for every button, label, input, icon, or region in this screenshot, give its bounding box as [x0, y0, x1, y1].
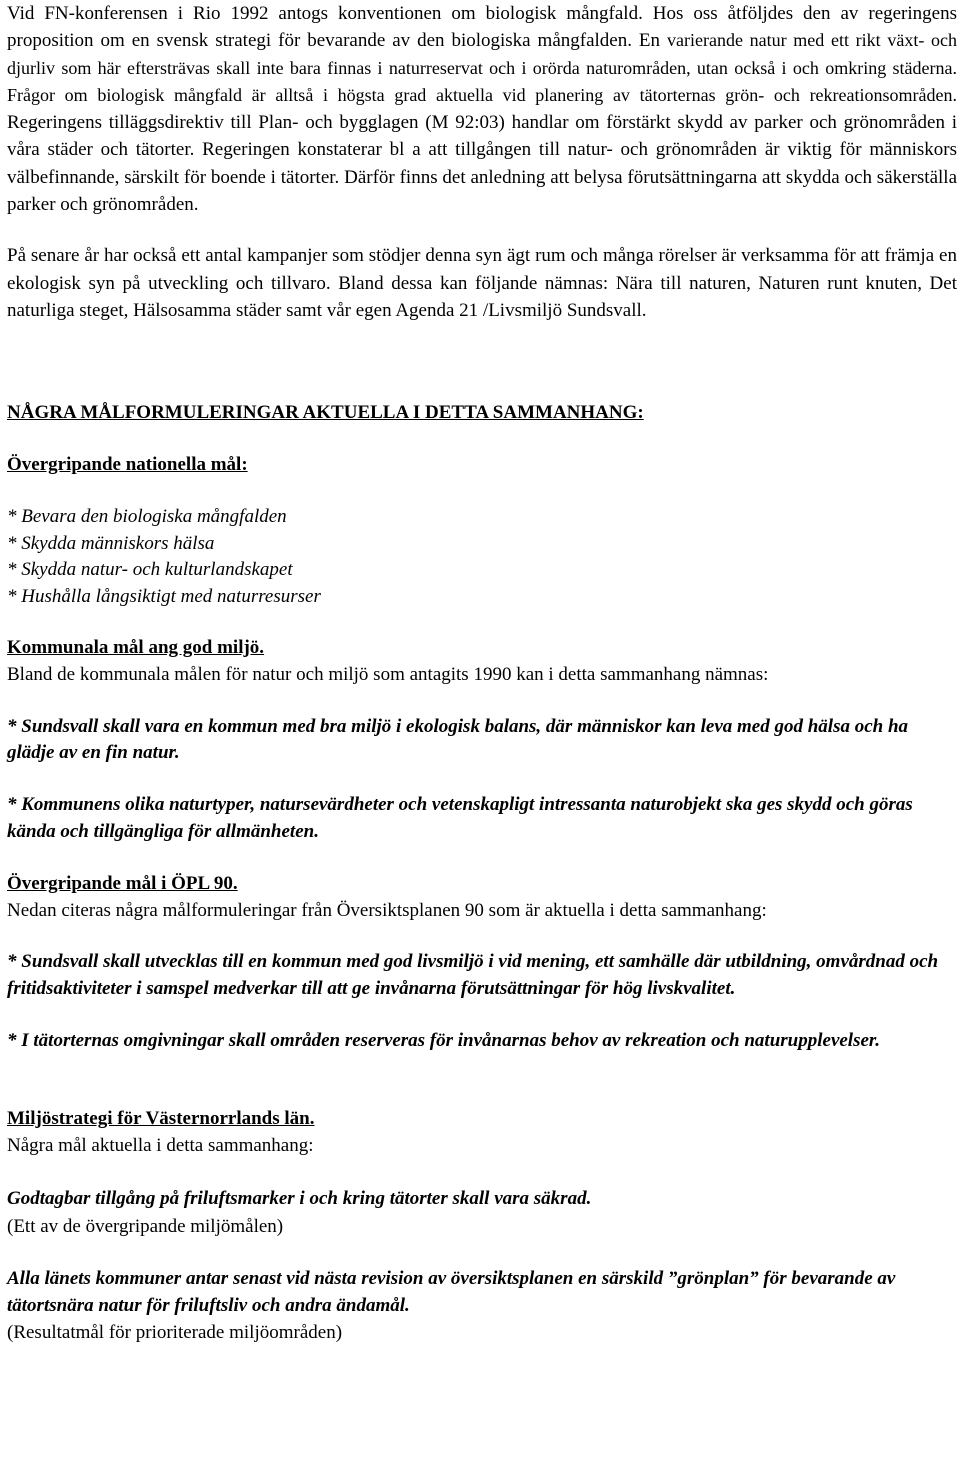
campaign-paragraph: På senare år har också ett antal kampanjer som stödjer denna syn ägt rum och många rörelser är verksamma för att främja en ekologisk syn på utveckling och tillvaro. Bland dessa kan följande nämnas: Nära till naturen, Naturen runt knuten, Det naturliga steget, Hälsosamma städer samt vår egen Agenda 21 /Livsmiljö Sundsvall. — [7, 245, 957, 321]
main-heading: NÅGRA MÅLFORMULERINGAR AKTUELLA I DETTA SAMMANHANG: — [7, 402, 644, 424]
national-goals-list — [7, 504, 957, 610]
municipal-goal-2: * Kommunens olika naturtyper, natursevärdheter och vetenskapligt intressanta naturobjekt ska ges skydd och göras kända och tillgängliga för allmänheten. — [7, 794, 913, 842]
intro-sentence-3: Regeringens tilläggsdirektiv till Plan- och bygglagen (M 92:03) handlar om förstärkt skydd av parker och grönområden i våra städer och tätorter. Regeringen konstaterar bl a att tillgången till natur- och grönområden är viktig för människors välbefinnande, särskilt för boende i tätorter. Därför finns det anledning att belysa förutsättningarna att skydda och säkerställa parker och grönområden. — [7, 112, 957, 216]
strategy-intro: Några mål aktuella i detta sammanhang: — [7, 1135, 314, 1157]
document-page — [7, 0, 957, 1347]
intro-sentence-1: Vid FN-konferensen i Rio 1992 antogs konventionen om biologisk mångfald. Hos oss åtföljdes den av regeringens proposition om en svensk strategi för bevarande av den biologiska mångfalden. En — [7, 3, 957, 52]
strategy-goal-1-note: (Ett av de övergripande miljömålen) — [7, 1215, 284, 1237]
opl-goal-1: * Sundsvall skall utvecklas till en kommun med god livsmiljö i vid mening, ett samhälle där utbildning, omvårdnad och fritidsaktiviteter i samspel medverkar till att ge invånarna förutsättningar för hög livskvalitet. — [7, 951, 939, 999]
strategy-heading: Miljöstrategi för Västernorrlands län. — [7, 1108, 315, 1130]
list-item: * Skydda människors hälsa — [7, 532, 215, 554]
opl-goals-heading: Övergripande mål i ÖPL 90. — [7, 872, 238, 894]
municipal-goal-1: * Sundsvall skall vara en kommun med bra miljö i ekologisk balans, där människor kan leva med god hälsa och ha glädje av en fin natur. — [7, 715, 909, 764]
opl-goals-intro: Nedan citeras några målformuleringar från Översiktsplanen 90 som är aktuella i detta sammanhang: — [7, 899, 767, 921]
intro-sentence-2: varierande natur med ett rikt växt- och djurliv som här eftersträvas skall inte bara finnas i naturreservat och i orörda naturområden, utan också i och omkring städerna. Frågor om biologisk mångfald är alltså i högsta grad aktuella vid planering av tätorternas grön- och rekreationsområden. — [7, 30, 958, 105]
intro-paragraph — [7, 0, 957, 218]
municipal-goals-intro: Bland de kommunala målen för natur och miljö som antagits 1990 kan i detta sammanhang nämnas: — [7, 664, 769, 686]
strategy-goal-2-note: (Resultatmål för prioriterade miljöområden) — [7, 1322, 343, 1344]
strategy-goal-1: Godtagbar tillgång på friluftsmarker i och kring tätorter skall vara säkrad. — [7, 1187, 592, 1209]
opl-goal-2: * I tätorternas omgivningar skall områden reserveras för invånarnas behov av rekreation och naturupplevelser. — [7, 1029, 881, 1051]
municipal-goals-heading: Kommunala mål ang god miljö. — [7, 637, 265, 659]
list-item: * Hushålla långsiktigt med naturresurser — [7, 585, 321, 607]
list-item: * Bevara den biologiska mångfalden — [7, 506, 287, 528]
national-goals-heading: Övergripande nationella mål: — [7, 454, 248, 476]
list-item: * Skydda natur- och kulturlandskapet — [7, 559, 293, 581]
strategy-goal-2: Alla länets kommuner antar senast vid nästa revision av översiktsplanen en särskild ”grönplan” för bevarande av tätortsnära natur för friluftsliv och andra ändamål. — [7, 1267, 896, 1316]
